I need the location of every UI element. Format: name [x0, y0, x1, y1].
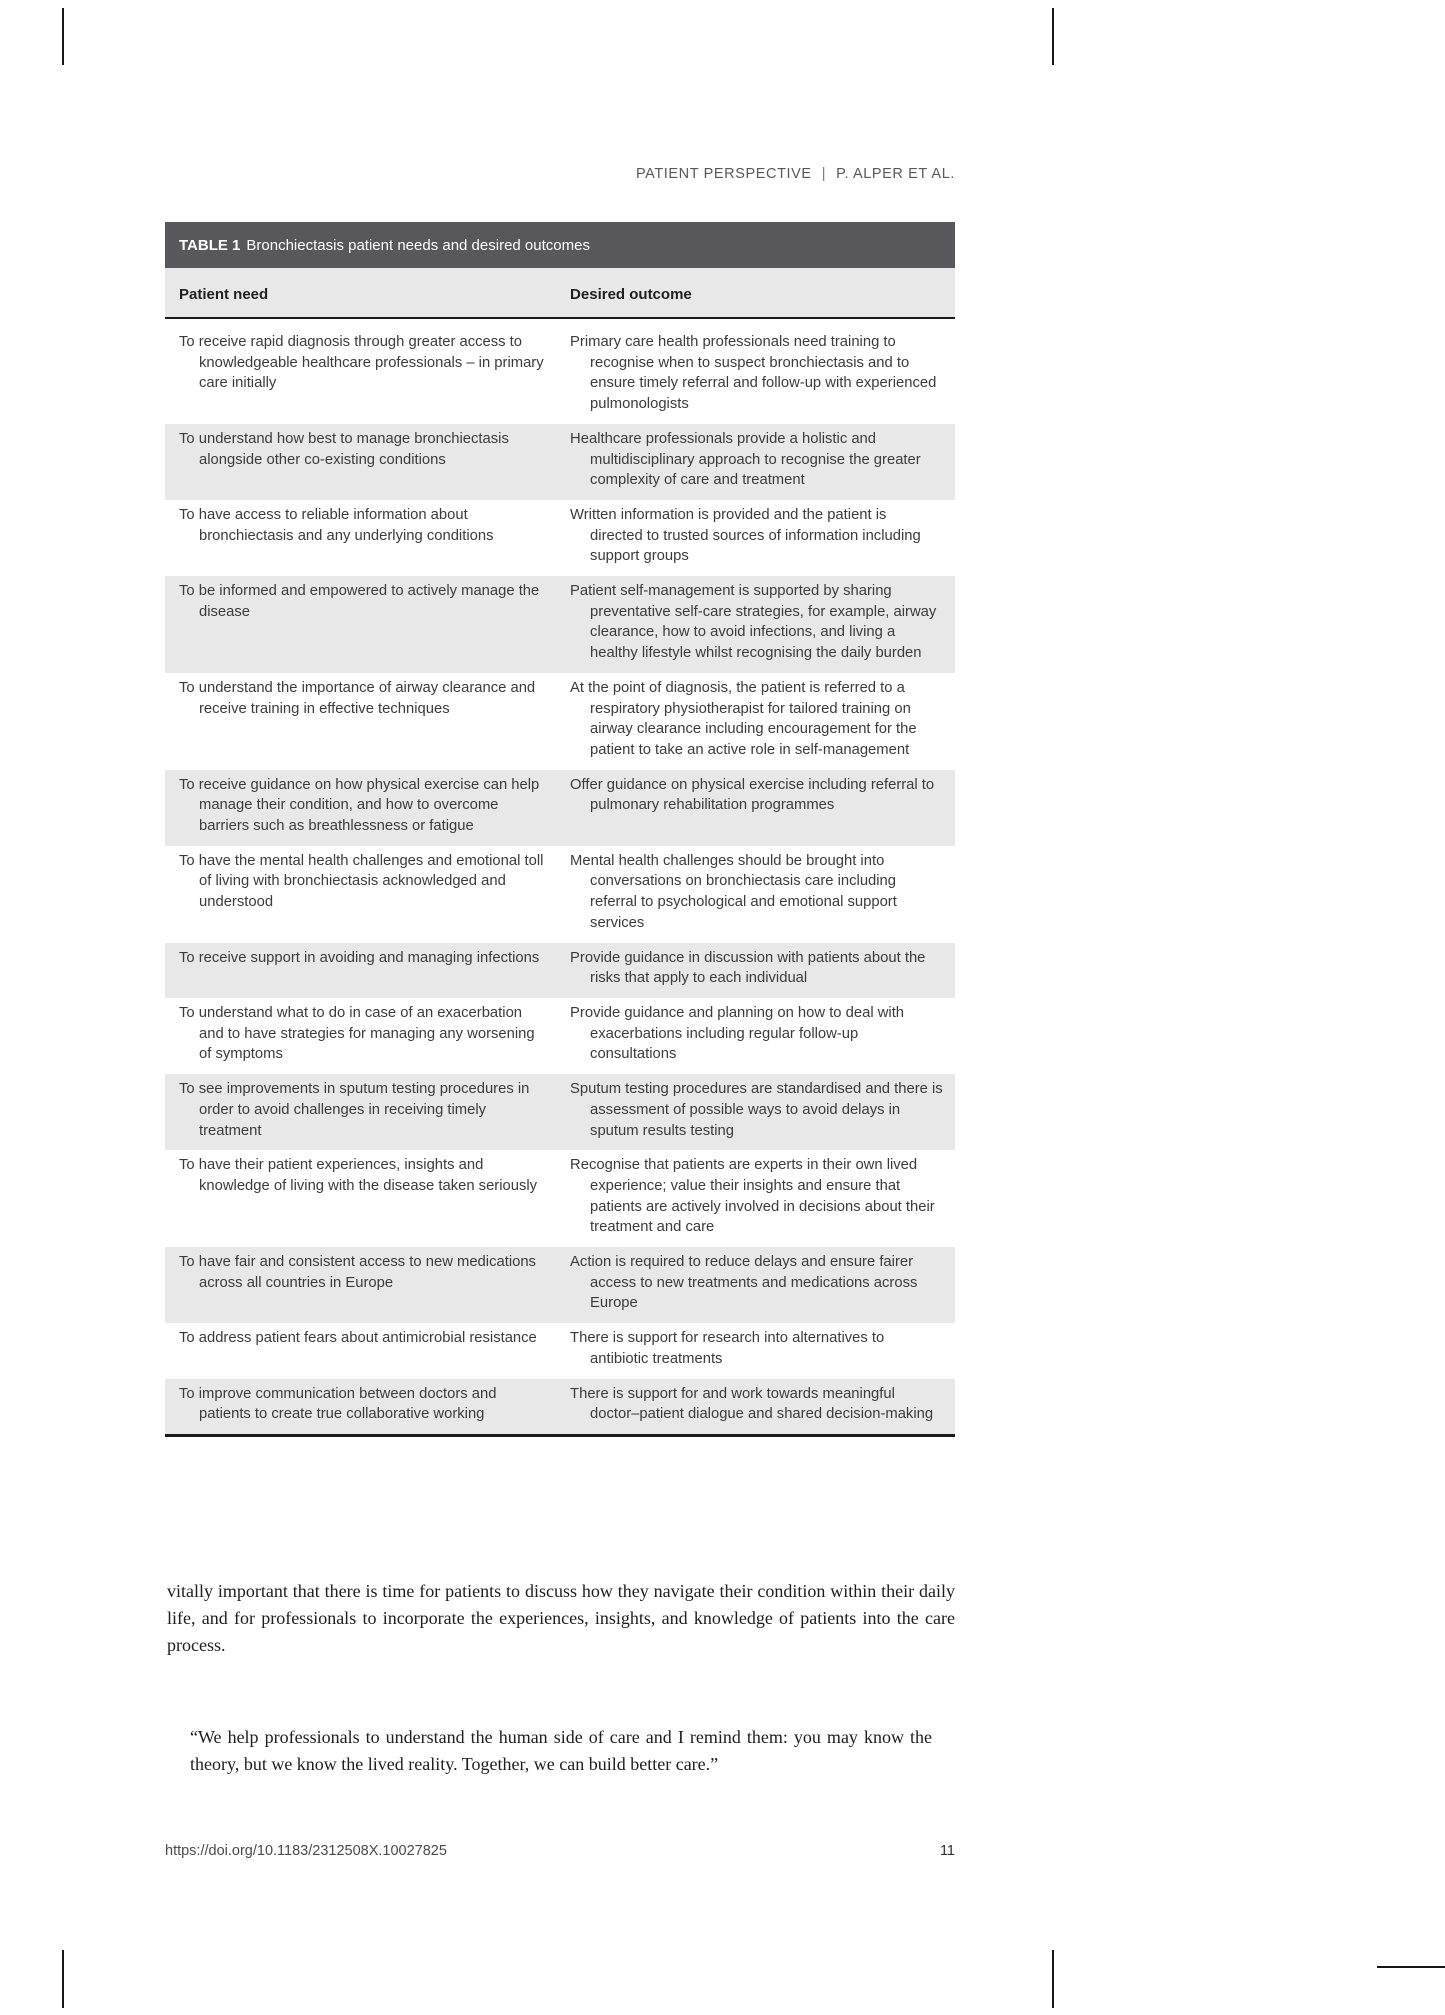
- patient-need-cell: To receive support in avoiding and managing infections: [179, 949, 540, 966]
- table-row: [165, 998, 955, 1074]
- running-header-section: PATIENT PERSPECTIVE: [635, 166, 812, 182]
- crop-mark-top-left: [62, 8, 64, 65]
- table-row: [165, 943, 955, 998]
- table-row: [165, 1150, 955, 1247]
- running-header-authors: P. ALPER ET AL.: [836, 166, 955, 182]
- running-header-separator: |: [821, 166, 827, 182]
- needs-outcomes-table: [165, 268, 955, 1437]
- table-row: [165, 500, 955, 576]
- desired-outcome-cell: Healthcare professionals provide a holistic and multidisciplinary approach to recognise the greater complexity of care and treatment: [570, 430, 921, 489]
- table-row: [165, 673, 955, 770]
- table-row: [165, 1074, 955, 1150]
- table-title-bar: [165, 222, 955, 268]
- patient-need-cell: To receive rapid diagnosis through greater access to knowledgeable healthcare professionals – in primary care initially: [179, 334, 544, 392]
- desired-outcome-cell: Patient self-management is supported by sharing preventative self-care strategies, for example, airway clearance, how to avoid infections, and living a healthy lifestyle whilst recognising the daily burden: [570, 583, 937, 662]
- page-number: 11: [939, 1843, 955, 1859]
- patient-need-cell: To receive guidance on how physical exercise can help manage their condition, and how to overcome barriers such as breathlessness or fatigue: [179, 776, 540, 835]
- crop-mark-top-right: [1052, 8, 1054, 65]
- desired-outcome-cell: At the point of diagnosis, the patient is referred to a respiratory physiotherapist for tailored training on airway clearance including encouragement for the patient to take an active role in self-management: [570, 679, 917, 758]
- table-row: [165, 576, 955, 673]
- doi-link[interactable]: https://doi.org/10.1183/2312508X.10027825: [165, 1843, 447, 1859]
- table-row: [165, 770, 955, 846]
- table-label: TABLE 1: [179, 237, 241, 254]
- running-header: [165, 166, 955, 182]
- column-header-patient-need: Patient need: [165, 268, 556, 318]
- patient-quote: “We help professionals to understand the human side of care and I remind them: you may know the theory, but we know the lived reality. Together, we can build better care.”: [190, 1727, 932, 1774]
- desired-outcome-cell: There is support for and work towards meaningful doctor–patient dialogue and shared decision-making: [570, 1385, 934, 1423]
- patient-need-cell: To have fair and consistent access to new medications across all countries in Europe: [179, 1254, 536, 1291]
- patient-need-cell: To understand what to do in case of an exacerbation and to have strategies for managing any worsening of symptoms: [179, 1004, 535, 1063]
- patient-need-cell: To understand how best to manage bronchiectasis alongside other co-existing conditions: [179, 430, 509, 468]
- desired-outcome-cell: Primary care health professionals need training to recognise when to suspect bronchiectasis and to ensure timely referral and follow-up with experienced pulmonologists: [570, 334, 937, 413]
- body-paragraph: vitally important that there is time for patients to discuss how they navigate their condition within their daily life, and for professionals to incorporate the experiences, insights, and knowledge of patients into the care process.: [167, 1581, 955, 1655]
- desired-outcome-cell: Mental health challenges should be brought into conversations on bronchiectasis care including referral to psychological and emotional support services: [570, 852, 897, 931]
- column-header-desired-outcome: Desired outcome: [556, 268, 955, 318]
- patient-need-cell: To have their patient experiences, insights and knowledge of living with the disease taken seriously: [179, 1157, 538, 1194]
- patient-need-cell: To address patient fears about antimicrobial resistance: [179, 1330, 537, 1347]
- patient-need-cell: To improve communication between doctors and patients to create true collaborative working: [179, 1385, 497, 1423]
- table-row: [165, 1323, 955, 1378]
- table-row: [165, 1379, 955, 1436]
- crop-mark-bottom-left: [62, 1950, 64, 2008]
- table-header-row: [165, 268, 955, 318]
- patient-need-cell: To understand the importance of airway clearance and receive training in effective techniques: [179, 679, 536, 717]
- desired-outcome-cell: Provide guidance in discussion with patients about the risks that apply to each individual: [570, 949, 926, 987]
- patient-need-cell: To see improvements in sputum testing procedures in order to avoid challenges in receiving timely treatment: [179, 1081, 530, 1139]
- patient-need-cell: To have the mental health challenges and emotional toll of living with bronchiectasis acknowledged and understood: [179, 852, 544, 911]
- table-1: [165, 222, 955, 1437]
- patient-need-cell: To be informed and empowered to actively manage the disease: [179, 583, 540, 620]
- crop-mark-bottom-right: [1052, 1950, 1054, 2008]
- table-row: [165, 318, 955, 424]
- desired-outcome-cell: Sputum testing procedures are standardised and there is assessment of possible ways to avoid delays in sputum results testing: [570, 1081, 943, 1139]
- crop-mark-bottom-right-edge: [1377, 1966, 1445, 1968]
- table-row: [165, 846, 955, 943]
- table-caption: Bronchiectasis patient needs and desired outcomes: [246, 237, 590, 254]
- desired-outcome-cell: Written information is provided and the patient is directed to trusted sources of information including support groups: [570, 506, 921, 565]
- desired-outcome-cell: Action is required to reduce delays and ensure fairer access to new treatments and medications across Europe: [570, 1254, 918, 1312]
- desired-outcome-cell: Recognise that patients are experts in their own lived experience; value their insights and ensure that patients are actively involved in decisions about their treatment and care: [570, 1157, 935, 1236]
- table-row: [165, 1247, 955, 1323]
- desired-outcome-cell: There is support for research into alternatives to antibiotic treatments: [570, 1330, 885, 1367]
- table-row: [165, 424, 955, 500]
- desired-outcome-cell: Offer guidance on physical exercise including referral to pulmonary rehabilitation programmes: [570, 776, 935, 814]
- patient-need-cell: To have access to reliable information about bronchiectasis and any underlying conditions: [179, 506, 494, 544]
- desired-outcome-cell: Provide guidance and planning on how to deal with exacerbations including regular follow-up consultations: [570, 1004, 905, 1063]
- page-footer: [165, 1843, 955, 1859]
